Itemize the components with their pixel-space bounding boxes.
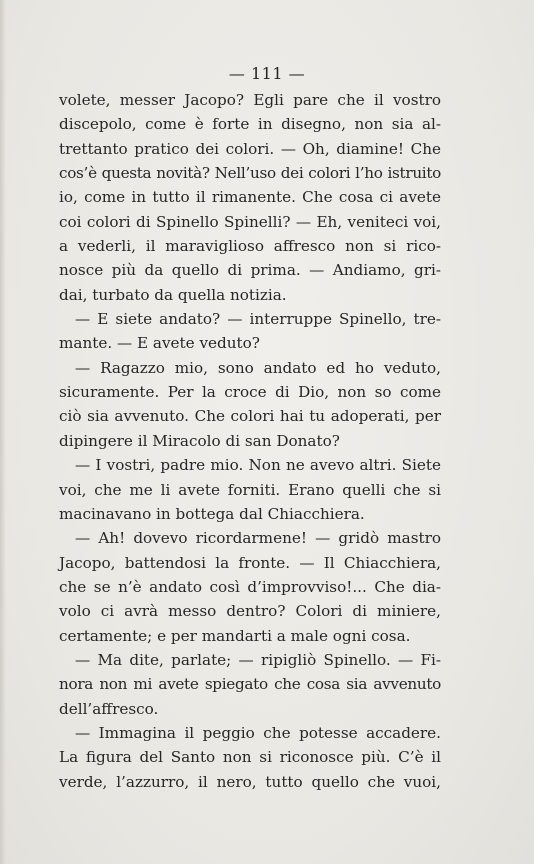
- text-line: nora non mi avete spiegato che cosa sia avvenuto: [59, 675, 441, 694]
- text-line: — I vostri, padre mio. Non ne avevo altri. Siete: [75, 456, 441, 475]
- text-line: voi, che me li avete forniti. Erano quelli che si: [59, 480, 441, 499]
- body-text: [59, 88, 441, 794]
- text-line: Jacopo, battendosi la fronte. — Il Chiacchiera,: [59, 553, 441, 572]
- text-line: sicuramente. Per la croce di Dio, non so come: [59, 383, 441, 402]
- text-line: — Ragazzo mio, sono andato ed ho veduto,: [75, 358, 441, 377]
- text-line: volete, messer Jacopo? Egli pare che il vostro: [59, 91, 441, 109]
- text-line: La figura del Santo non si riconosce più. C’è il: [59, 748, 441, 767]
- page-number: — 111 —: [228, 64, 306, 83]
- text-line: verde, l’azzurro, il nero, tutto quello che vuoi,: [59, 772, 441, 791]
- text-line: che se n’è andato così d’improvviso!... Che dia-: [59, 577, 441, 596]
- text-line: trettanto pratico dei colori. — Oh, diamine! Che: [59, 139, 441, 158]
- text-line: — Ma dite, parlate; — ripigliò Spinello. — Fi-: [75, 650, 441, 669]
- text-line: discepolo, come è forte in disegno, non sia al-: [59, 115, 441, 134]
- text-line: — Immagina il peggio che potesse accadere.: [75, 723, 441, 742]
- text-line: io, come in tutto il rimanente. Che cosa ci avete: [59, 188, 441, 207]
- text-line: macinavano in bottega dal Chiacchiera.: [59, 504, 365, 523]
- text-line: dipingere il Miracolo di san Donato?: [59, 431, 340, 450]
- text-line: a vederli, il maraviglioso affresco non si rico-: [59, 237, 441, 256]
- text-line: ciò sia avvenuto. Che colori hai tu adoperati, per: [59, 407, 441, 426]
- page-edge-shadow: [0, 0, 6, 864]
- text-line: — E siete andato? — interruppe Spinello, tre-: [75, 310, 441, 329]
- text-line: nosce più da quello di prima. — Andiamo, gri-: [59, 261, 441, 280]
- text-line: cos’è questa novità? Nell’uso dei colori l’ho istruito: [59, 164, 441, 183]
- text-line: mante. — E avete veduto?: [59, 334, 260, 353]
- text-line: coi colori di Spinello Spinelli? — Eh, veniteci voi,: [59, 212, 441, 231]
- text-line: volo ci avrà messo dentro? Colori di miniere,: [59, 602, 441, 621]
- text-line: certamente; e per mandarti a male ogni cosa.: [59, 626, 411, 645]
- text-line: — Ah! dovevo ricordarmene! — gridò mastro: [75, 529, 441, 548]
- text-line: dell’affresco.: [59, 699, 159, 718]
- text-line: dai, turbato da quella notizia.: [59, 285, 287, 304]
